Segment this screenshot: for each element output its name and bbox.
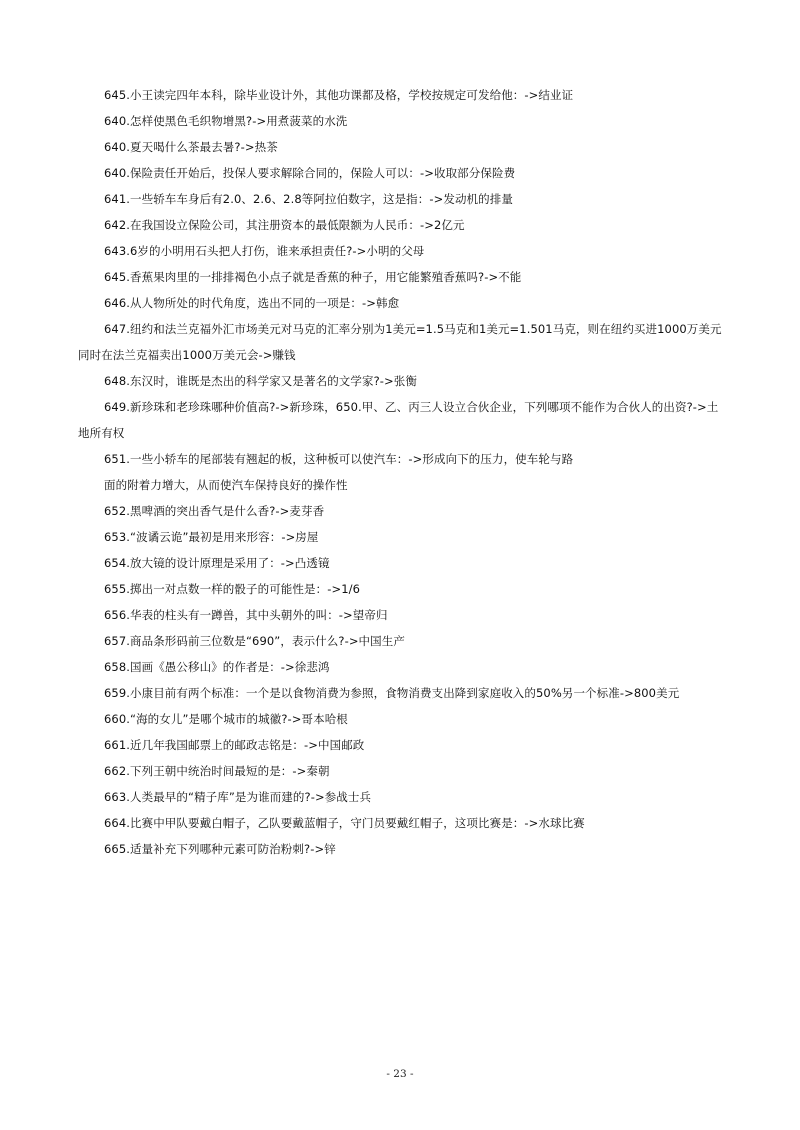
qa-item: 652.黑啤酒的突出香气是什么香?->麦芽香	[104, 504, 325, 518]
qa-item: 653.“波谲云诡”最初是用来形容：->房屋	[104, 530, 319, 544]
qa-item: 648.东汉时，谁既是杰出的科学家又是著名的文学家?->张衡	[104, 374, 417, 388]
qa-item: 640.夏天喝什么茶最去暑?->热茶	[104, 140, 278, 154]
qa-item: 659.小康目前有两个标准：一个是以食物消费为参照，食物消费支出降到家庭收入的50%另一个标准->800美元	[104, 686, 680, 700]
qa-item: 656.华表的柱头有一蹲兽，其中头朝外的叫：->望帝归	[104, 608, 388, 622]
qa-item-continuation: 面的附着力增大，从而使汽车保持良好的操作性	[104, 478, 348, 492]
qa-item: 641.一些轿车车身后有2.0、2.6、2.8等阿拉伯数字，这是指：->发动机的排量	[104, 192, 513, 206]
qa-item: 640.保险责任开始后，投保人要求解除合同的，保险人可以：->收取部分保险费	[104, 166, 516, 180]
qa-item: 643.6岁的小明用石头把人打伤，谁来承担责任?->小明的父母	[104, 244, 425, 258]
qa-item: 657.商品条形码前三位数是“690”，表示什么?->中国生产	[104, 634, 405, 648]
qa-item: 654.放大镜的设计原理是采用了：->凸透镜	[104, 556, 330, 570]
qa-item: 645.香蕉果肉里的一排排褐色小点子就是香蕉的种子，用它能繁殖香蕉吗?->不能	[104, 270, 522, 284]
qa-item: 661.近几年我国邮票上的邮政志铭是：->中国邮政	[104, 738, 365, 752]
qa-item: 665.适量补充下列哪种元素可防治粉刺?->锌	[104, 842, 336, 856]
qa-item: 645.小王读完四年本科，除毕业设计外，其他功课都及格，学校按规定可发给他：->结业证	[104, 88, 574, 102]
qa-item: 646.从人物所处的时代角度，选出不同的一项是：->韩愈	[104, 296, 400, 310]
question-answer-list	[78, 82, 728, 862]
qa-item: 655.掷出一对点数一样的骰子的可能性是：->1/6	[104, 582, 360, 596]
qa-item: 664.比赛中甲队要戴白帽子，乙队要戴蓝帽子，守门员要戴红帽子，这项比赛是：->水球比赛	[104, 816, 585, 830]
qa-item: 660.“海的女儿”是哪个城市的城徽?->哥本哈根	[104, 712, 348, 726]
qa-item: 658.国画《愚公移山》的作者是：->徐悲鸿	[104, 660, 330, 674]
qa-item: 647.纽约和法兰克福外汇市场美元对马克的汇率分别为1美元=1.5马克和1美元=1.501马克，则在纽约买进1000万美元同时在法兰克福卖出1000万美元会->赚钱	[78, 322, 722, 362]
qa-item: 663.人类最早的“精子库”是为谁而建的?->参战士兵	[104, 790, 372, 804]
page-number: - 23 -	[386, 1068, 414, 1080]
qa-item: 662.下列王朝中统治时间最短的是：->秦朝	[104, 764, 330, 778]
qa-item: 651.一些小轿车的尾部装有翘起的板，这种板可以使汽车：->形成向下的压力，使车轮与路	[104, 452, 574, 466]
qa-item: 642.在我国设立保险公司，其注册资本的最低限额为人民币：->2亿元	[104, 218, 465, 232]
qa-item: 640.怎样使黑色毛织物增黑?->用煮菠菜的水洗	[104, 114, 348, 128]
qa-item: 649.新珍珠和老珍珠哪种价值高?->新珍珠，650.甲、乙、丙三人设立合伙企业，下列哪项不能作为合伙人的出资?->土地所有权	[78, 400, 719, 440]
